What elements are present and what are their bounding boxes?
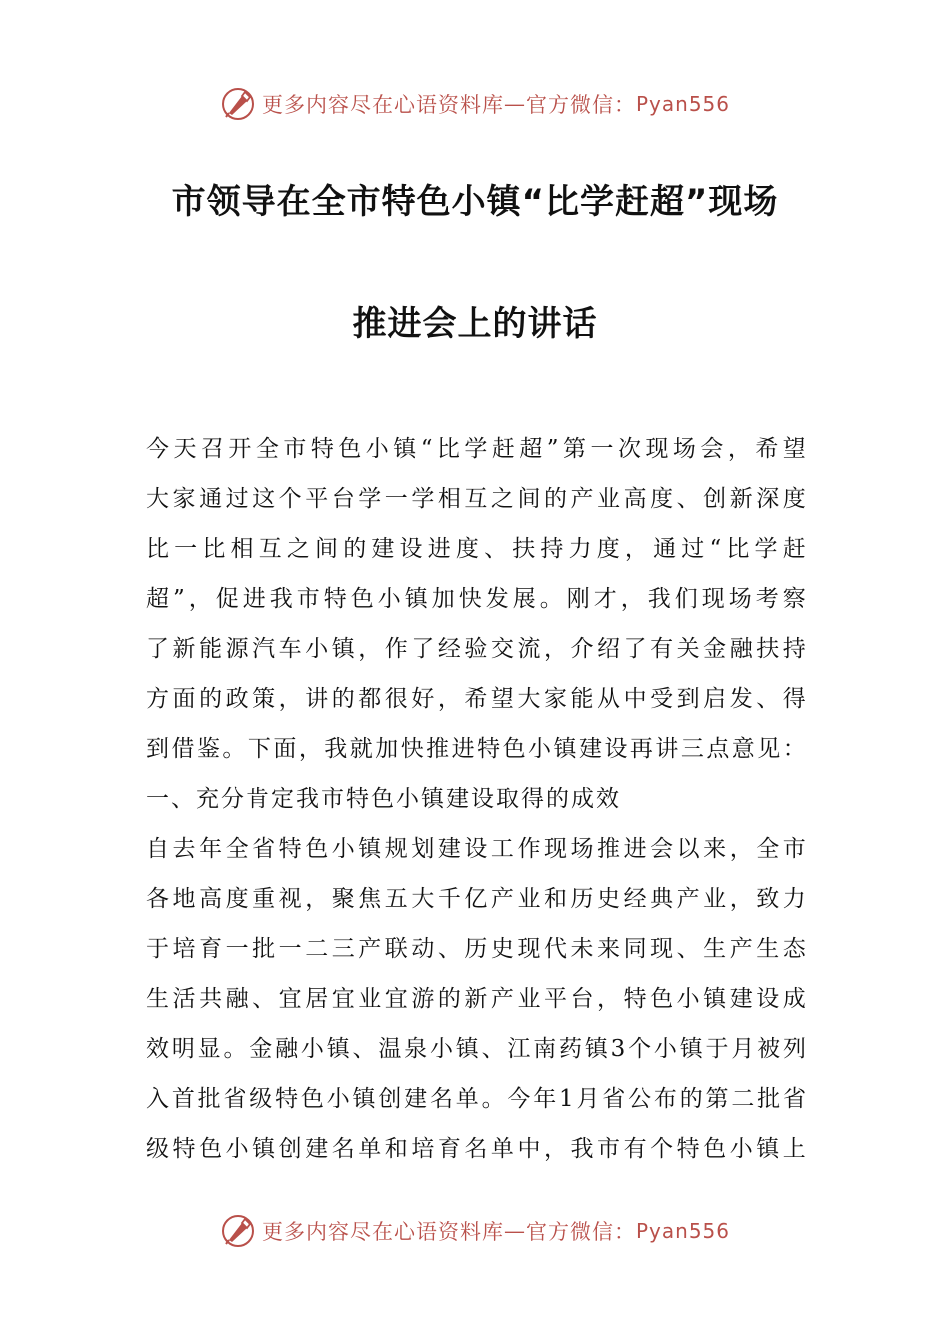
watermark-dash: — bbox=[503, 92, 526, 116]
body-line: 方 面 的 政 策 ， 讲 的 都 很 好 ， 希 望 大 家 能 从 中 受 到 启 发 、 得 bbox=[146, 686, 806, 712]
body-line: 今 天 召 开 全 市 特 色 小 镇 “ 比 学 赶 超 ” 第 一 次 现 场 会 ， 希 望 bbox=[146, 436, 806, 462]
body-line: 比 一 比 相 互 之 间 的 建 设 进 度 、 扶 持 力 度 ， 通 过 “ 比 学 赶 bbox=[146, 536, 806, 562]
pen-nib-logo-icon bbox=[220, 86, 256, 122]
body-line: 效 明 显 。 金 融 小 镇 、 温 泉 小 镇 、 江 南 药 镇 3 个 小 镇 于 月 被 列 bbox=[146, 1036, 806, 1062]
body-line: 大 家 通 过 这 个 平 台 学 一 学 相 互 之 间 的 产 业 高 度 、 创 新 深 度 bbox=[146, 486, 806, 512]
watermark-header bbox=[0, 84, 950, 124]
watermark-dash: — bbox=[503, 1219, 526, 1243]
body-line: 自 去 年 全 省 特 色 小 镇 规 划 建 设 工 作 现 场 推 进 会 以 来 ， 全 市 bbox=[146, 836, 806, 862]
body-line: 于 培 育 一 批 一 二 三 产 联 动 、 历 史 现 代 未 来 同 现 、 生 产 生 态 bbox=[146, 936, 806, 962]
pen-nib-logo-icon bbox=[220, 1213, 256, 1249]
watermark-contact-id: Pyan556 bbox=[635, 1219, 730, 1243]
watermark-footer bbox=[0, 1211, 950, 1251]
watermark-contact-label: 官方微信： bbox=[525, 93, 636, 117]
document-title-line-1: 市领导在全市特色小镇“比学赶超”现场 bbox=[171, 182, 779, 222]
body-line: 各 地 高 度 重 视 ， 聚 焦 五 大 千 亿 产 业 和 历 史 经 典 产 业 ， 致 力 bbox=[146, 886, 806, 912]
watermark-text: 更多内容尽在心语资料库 bbox=[261, 1220, 504, 1244]
watermark-contact-id: Pyan556 bbox=[635, 92, 730, 116]
document-body bbox=[146, 424, 806, 1174]
watermark-text: 更多内容尽在心语资料库 bbox=[261, 93, 504, 117]
body-line: 生 活 共 融 、 宜 居 宜 业 宜 游 的 新 产 业 平 台 ， 特 色 小 镇 建 设 成 bbox=[146, 986, 806, 1012]
document-title-line-2: 推进会上的讲话 bbox=[352, 304, 598, 344]
body-line: 级 特 色 小 镇 创 建 名 单 和 培 育 名 单 中 ， 我 市 有 个 特 色 小 镇 上 bbox=[146, 1136, 806, 1162]
watermark-contact-label: 官方微信： bbox=[525, 1220, 636, 1244]
body-line: 一、充分肯定我市特色小镇建设取得的成效 bbox=[146, 786, 621, 812]
body-line: 了 新 能 源 汽 车 小 镇 ， 作 了 经 验 交 流 ， 介 绍 了 有 关 金 融 扶 持 bbox=[146, 636, 806, 662]
body-line: 入 首 批 省 级 特 色 小 镇 创 建 名 单 。 今 年 1 月 省 公 布 的 第 二 批 省 bbox=[146, 1086, 806, 1112]
body-line: 超 ” ， 促 进 我 市 特 色 小 镇 加 快 发 展 。 刚 才 ， 我 们 现 场 考 察 bbox=[146, 586, 806, 612]
body-line: 到 借 鉴 。 下 面 ， 我 就 加 快 推 进 特 色 小 镇 建 设 再 讲 三 点 意 见 ： bbox=[146, 736, 806, 762]
